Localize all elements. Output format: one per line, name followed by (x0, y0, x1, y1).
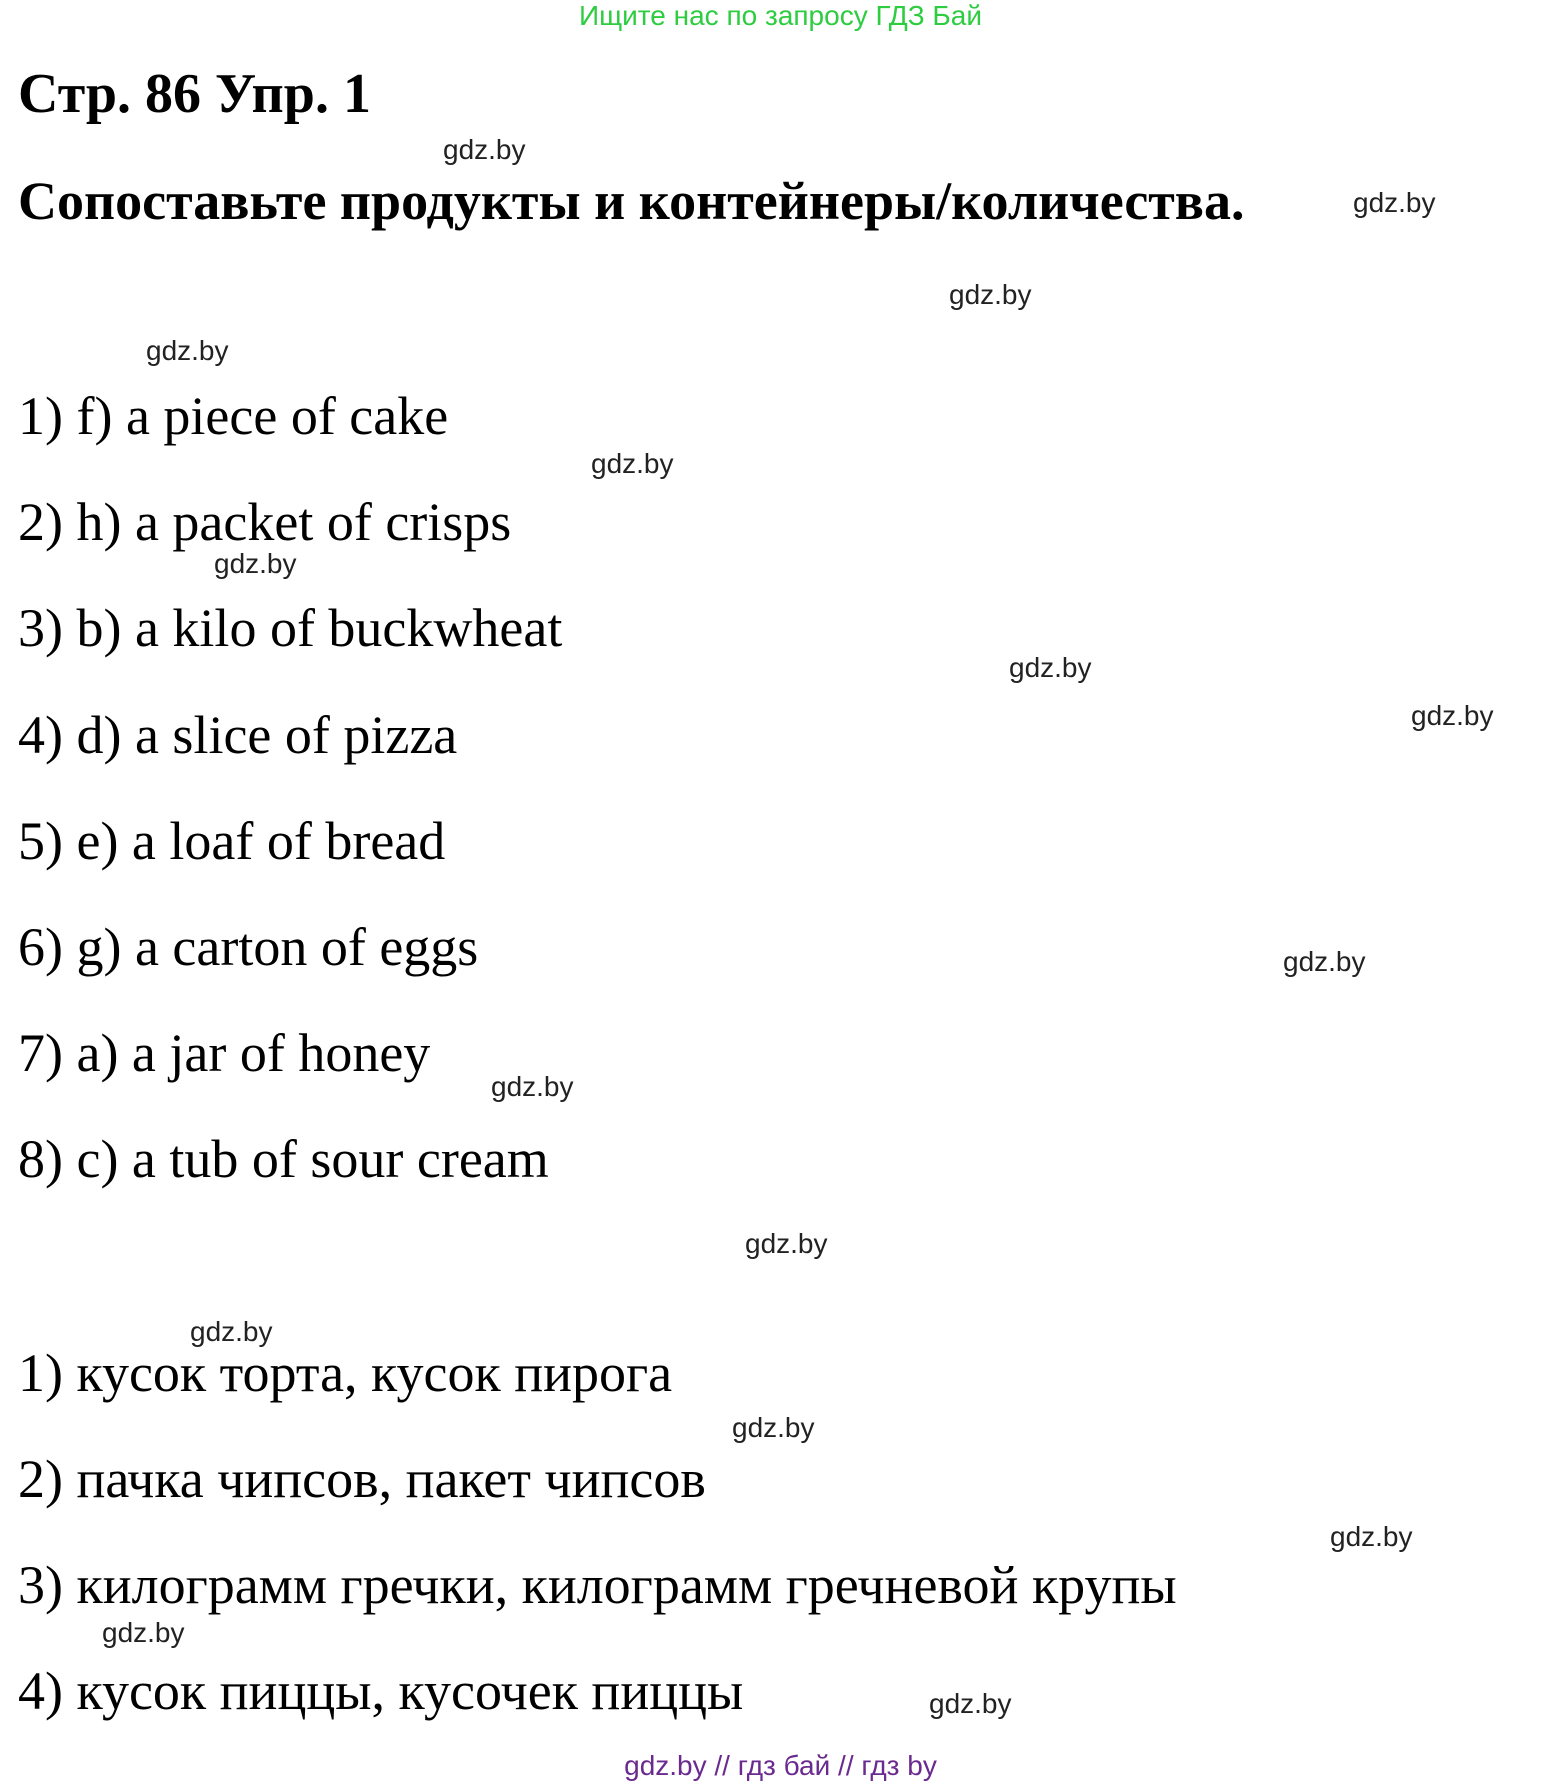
translation-line: 1) кусок торта, кусок пирога (18, 1343, 673, 1403)
answer-line: 3) b) a kilo of buckwheat (18, 598, 563, 658)
answer-line: 2) h) a packet of crisps (18, 492, 512, 552)
answer-line: 8) c) a tub of sour cream (18, 1129, 549, 1189)
watermark: gdz.by (1330, 1521, 1413, 1552)
watermark: gdz.by (491, 1071, 574, 1102)
watermark: gdz.by (214, 548, 297, 579)
watermark: gdz.by (591, 448, 674, 479)
watermark: gdz.by (1283, 946, 1366, 977)
translation-line: 4) кусок пиццы, кусочек пиццы (18, 1661, 744, 1721)
watermark: gdz.by (190, 1316, 273, 1347)
answer-line: 6) g) a carton of eggs (18, 917, 479, 977)
translation-line: 3) килограмм гречки, килограмм гречневой крупы (18, 1555, 1177, 1615)
footer-links: gdz.by // гдз бай // гдз by (624, 1750, 937, 1781)
watermark: gdz.by (732, 1412, 815, 1443)
watermark: gdz.by (443, 134, 526, 165)
exercise-instruction: Сопоставьте продукты и контейнеры/количества. (18, 171, 1245, 231)
page-title: Стр. 86 Упр. 1 (18, 63, 371, 125)
watermark: gdz.by (1353, 187, 1436, 218)
watermark: gdz.by (146, 335, 229, 366)
watermark: gdz.by (929, 1688, 1012, 1719)
watermark: gdz.by (1009, 652, 1092, 683)
answer-line: 5) e) a loaf of bread (18, 811, 446, 871)
answer-line: 7) a) a jar of honey (18, 1023, 431, 1083)
watermark: gdz.by (949, 279, 1032, 310)
watermark: gdz.by (745, 1228, 828, 1259)
watermark: gdz.by (1411, 700, 1494, 731)
answer-line: 1) f) a piece of cake (18, 386, 449, 446)
answer-line: 4) d) a slice of pizza (18, 705, 458, 765)
watermark: gdz.by (102, 1617, 185, 1648)
translation-line: 2) пачка чипсов, пакет чипсов (18, 1449, 706, 1509)
top-banner: Ищите нас по запросу ГДЗ Бай (578, 0, 983, 31)
